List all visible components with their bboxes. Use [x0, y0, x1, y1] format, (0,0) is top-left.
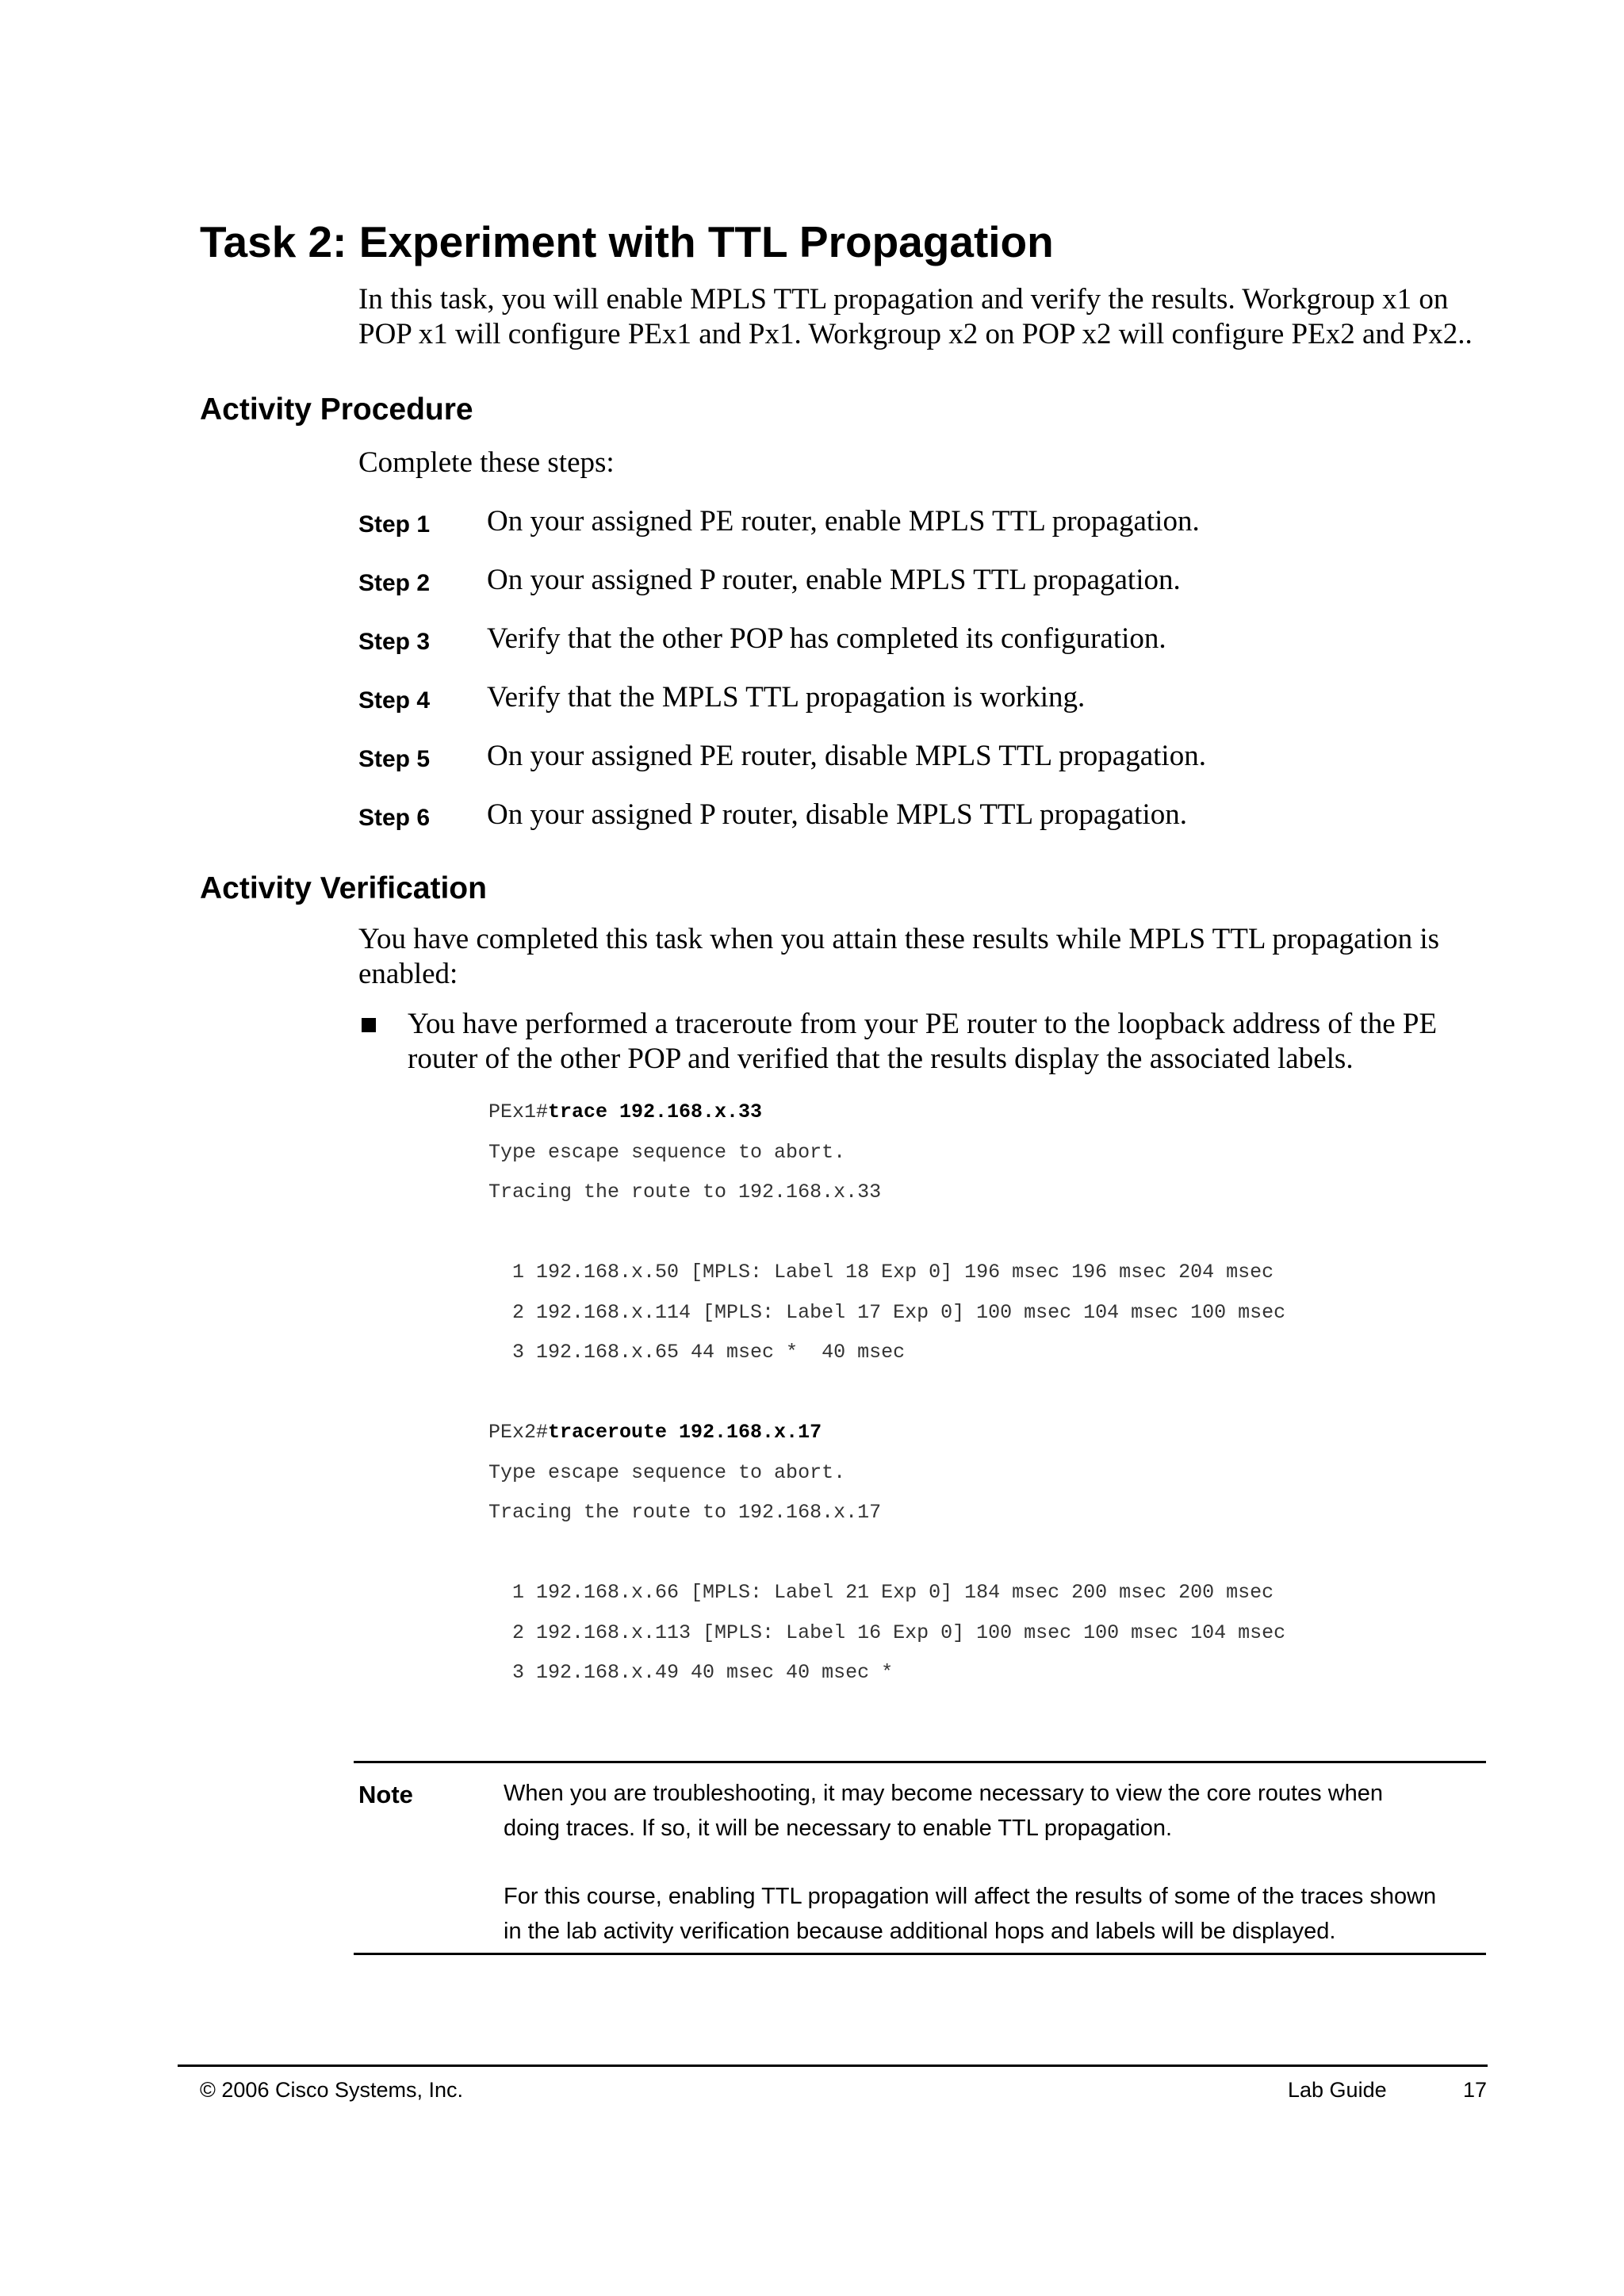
note-bottom-rule	[354, 1953, 1486, 1955]
note-paragraph	[504, 1879, 1487, 1949]
code-line: 1 192.168.x.50 [MPLS: Label 18 Exp 0] 196 msec 196 msec 204 msec	[488, 1261, 1274, 1284]
task-intro-line: POP x1 will configure PEx1 and Px1. Workgroup x2 on POP x2 will configure PEx2 and Px2..	[358, 318, 1473, 350]
verification-heading: Activity Verification	[200, 871, 487, 905]
procedure-heading: Activity Procedure	[200, 392, 473, 427]
code-line: 2 192.168.x.113 [MPLS: Label 16 Exp 0] 100 msec 100 msec 104 msec	[488, 1621, 1286, 1644]
code-line: 3 192.168.x.65 44 msec * 40 msec	[488, 1341, 906, 1364]
code-block	[488, 1093, 1519, 1693]
step-item	[358, 504, 1508, 563]
bullet-text-line: You have performed a traceroute from your PE router to the loopback address of the PE	[408, 1008, 1438, 1040]
verification-intro-line: You have completed this task when you attain these results while MPLS TTL propagation is	[358, 923, 1440, 955]
command: trace 192.168.x.33	[548, 1100, 763, 1123]
code-line: 3 192.168.x.49 40 msec 40 msec *	[488, 1661, 894, 1684]
code-blank-line	[488, 1533, 1519, 1574]
code-line: Type escape sequence to abort.	[488, 1460, 846, 1484]
step-label: Step 2	[358, 570, 431, 596]
square-bullet-icon	[362, 1018, 376, 1032]
step-item	[358, 563, 1508, 622]
code-line: Tracing the route to 192.168.x.33	[488, 1181, 882, 1203]
note-line: When you are troubleshooting, it may become necessary to view the core routes when	[504, 1781, 1384, 1806]
code-line: Type escape sequence to abort.	[488, 1140, 846, 1164]
note-line: doing traces. If so, it will be necessary to enable TTL propagation.	[504, 1816, 1173, 1841]
code-line	[488, 1093, 1519, 1133]
verification-intro	[358, 922, 1484, 992]
step-label: Step 1	[358, 511, 431, 538]
code-line	[488, 1413, 1519, 1453]
procedure-lead: Complete these steps:	[358, 446, 615, 479]
bullet-text-line: router of the other POP and verified that the results display the associated labels.	[408, 1043, 1354, 1075]
footer-page-number: 17	[1463, 2078, 1488, 2102]
verification-intro-line: enabled:	[358, 958, 458, 990]
code-line: 2 192.168.x.114 [MPLS: Label 17 Exp 0] 100 msec 104 msec 100 msec	[488, 1300, 1286, 1324]
note-line: in the lab activity verification because additional hops and labels will be displayed.	[504, 1919, 1336, 1944]
footer-guide-label: Lab Guide	[1288, 2078, 1387, 2102]
bullet-text	[408, 1007, 1492, 1077]
note-top-rule	[354, 1761, 1486, 1763]
task-intro	[358, 282, 1484, 352]
step-text: Verify that the MPLS TTL propagation is working.	[487, 681, 1086, 714]
step-label: Step 6	[358, 805, 431, 831]
code-blank-line	[488, 1213, 1519, 1253]
step-item	[358, 798, 1508, 856]
step-text: On your assigned PE router, enable MPLS TTL propagation.	[487, 505, 1200, 538]
code-line: Tracing the route to 192.168.x.17	[488, 1501, 882, 1524]
step-label: Step 5	[358, 746, 431, 772]
step-item	[358, 739, 1508, 798]
task-title: Task 2: Experiment with TTL Propagation	[200, 217, 1054, 266]
footer-rule	[178, 2064, 1488, 2067]
step-label: Step 4	[358, 687, 431, 714]
step-text: On your assigned P router, disable MPLS TTL propagation.	[487, 798, 1187, 831]
task-intro-line: In this task, you will enable MPLS TTL propagation and verify the results. Workgroup x1 on	[358, 283, 1449, 316]
step-text: Verify that the other POP has completed its configuration.	[487, 622, 1166, 655]
step-label: Step 3	[358, 629, 431, 655]
note-body	[504, 1776, 1487, 1982]
command: traceroute 192.168.x.17	[548, 1421, 822, 1444]
step-text: On your assigned PE router, disable MPLS TTL propagation.	[487, 740, 1206, 772]
note-label: Note	[358, 1781, 413, 1808]
step-list	[358, 504, 1508, 856]
step-item	[358, 680, 1508, 739]
step-text: On your assigned P router, enable MPLS TTL propagation.	[487, 564, 1181, 596]
footer-copyright: © 2006 Cisco Systems, Inc.	[200, 2078, 464, 2102]
code-line: 1 192.168.x.66 [MPLS: Label 21 Exp 0] 184 msec 200 msec 200 msec	[488, 1581, 1274, 1604]
step-item	[358, 622, 1508, 680]
code-blank-line	[488, 1373, 1519, 1414]
prompt: PEx2#	[488, 1421, 549, 1444]
prompt: PEx1#	[488, 1100, 549, 1123]
note-line: For this course, enabling TTL propagation will affect the results of some of the traces shown	[504, 1884, 1437, 1909]
note-paragraph	[504, 1776, 1487, 1846]
